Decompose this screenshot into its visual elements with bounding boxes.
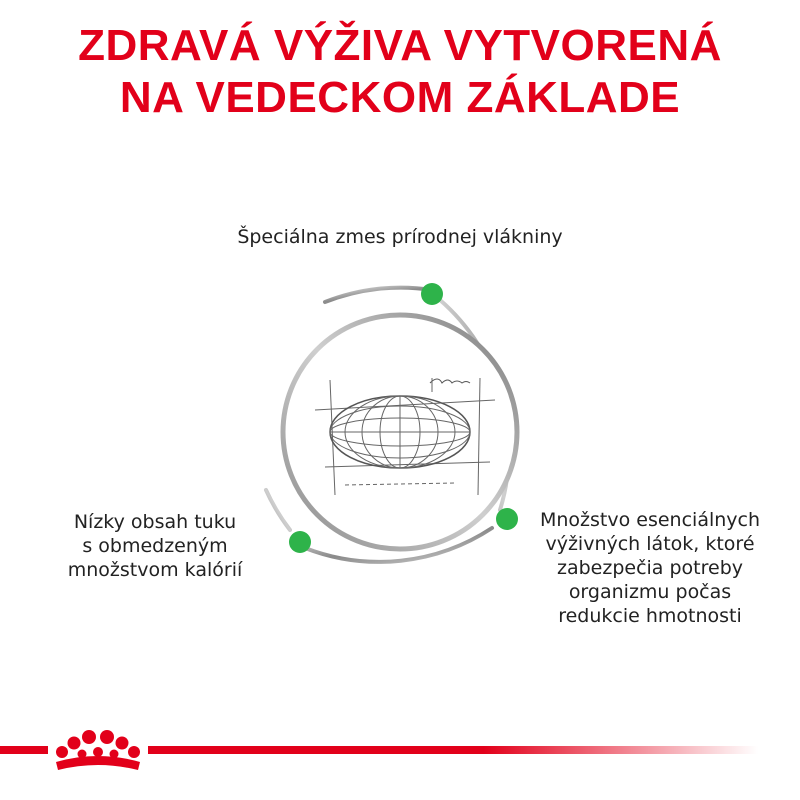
title-line-2: NA VEDECKOM ZÁKLADE <box>119 73 681 122</box>
benefit-dot-top <box>421 283 443 305</box>
feature-low-fat-line-2: s obmedzeným <box>82 535 228 557</box>
feature-low-fat-line-3: množstvom kalórií <box>67 559 243 581</box>
benefit-dot-right <box>496 508 518 530</box>
feature-fiber-line-1: Špeciálna zmes prírodnej vlákniny <box>237 226 563 248</box>
outer-arc-top <box>325 288 432 302</box>
footer-bar-right <box>148 746 758 754</box>
feature-fiber <box>150 225 650 249</box>
feature-nutrients-line-3: zabezpečia potreby <box>556 557 744 579</box>
feature-nutrients <box>520 508 780 628</box>
royal-crown-logo <box>52 726 144 774</box>
feature-nutrients-line-4: organizmu počas <box>568 581 732 603</box>
feature-nutrients-line-1: Množstvo esenciálnych <box>539 509 761 531</box>
feature-nutrients-line-5: redukcie hmotnosti <box>558 605 742 627</box>
footer-bar-left <box>0 746 48 754</box>
feature-low-fat <box>20 510 290 582</box>
benefit-dot-left <box>289 531 311 553</box>
feature-nutrients-line-2: výživných látok, ktoré <box>545 533 755 555</box>
feature-low-fat-line-1: Nízky obsah tuku <box>73 511 237 533</box>
title-line-1: ZDRAVÁ VÝŽIVA VYTVORENÁ <box>78 21 722 70</box>
